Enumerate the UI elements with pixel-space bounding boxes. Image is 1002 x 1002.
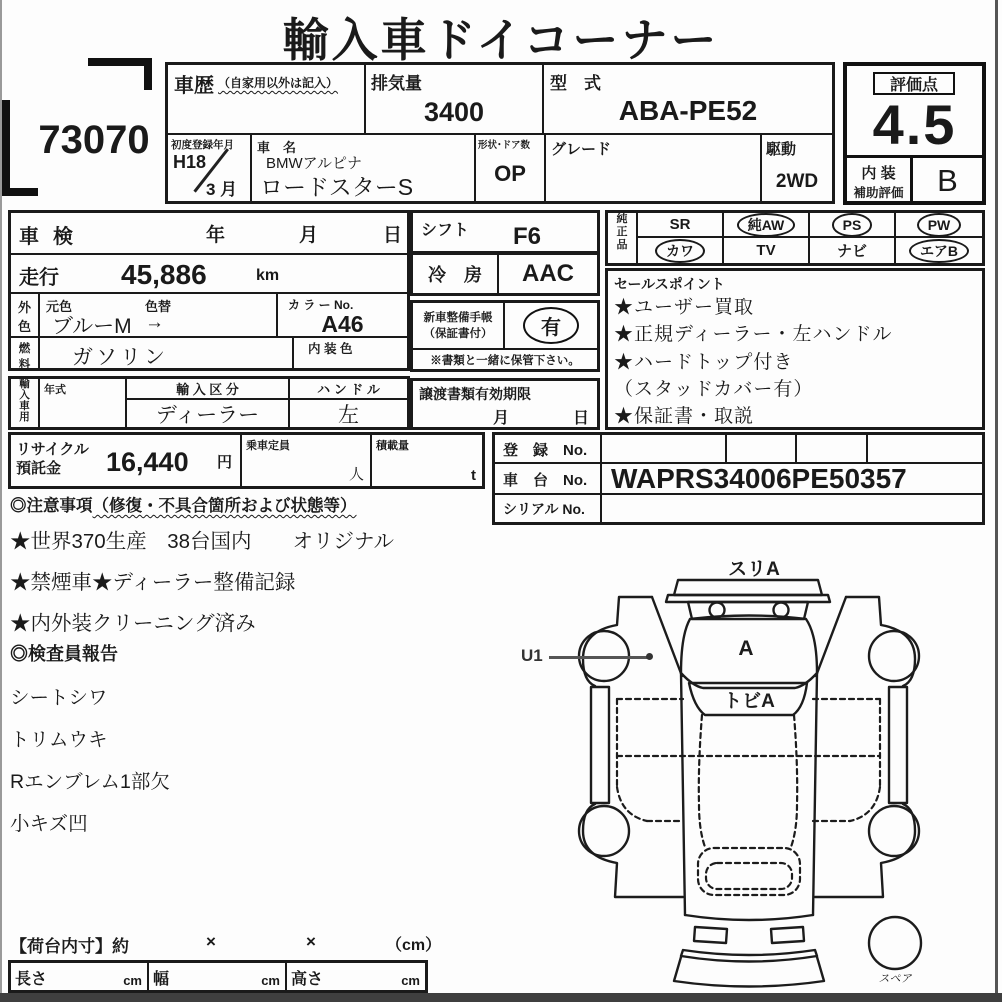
soft-top-dashed-lines	[617, 699, 880, 895]
grade-label: グレード	[551, 141, 612, 158]
cargo-height-label: 高さ	[291, 971, 324, 988]
oem-grid	[605, 210, 985, 266]
import-table	[8, 376, 410, 430]
color-no-cell	[278, 294, 407, 336]
cargo-x1: ×	[206, 932, 216, 951]
recycle-row	[8, 432, 485, 489]
model-year-label: 年式	[44, 384, 66, 396]
recycle-label-cell	[11, 435, 240, 486]
corner-mark-top-drop	[144, 58, 152, 90]
oem-cell-tv	[724, 238, 810, 263]
car-name-cell	[252, 135, 476, 201]
service-book-value-cell	[505, 303, 597, 348]
oem-cell-kawa	[638, 238, 724, 263]
notes-line: ★禁煙車★ディーラー整備記録	[10, 571, 296, 594]
car-left-side-panel	[579, 597, 683, 897]
fuel-label2: 料	[18, 359, 31, 371]
history-cell	[168, 65, 366, 135]
registration-divider	[866, 435, 868, 462]
registration-row	[495, 435, 982, 464]
history-note: （自家用以外は記入）	[218, 76, 339, 90]
change-color-label: 色替	[145, 299, 172, 314]
interior-grade-value: B	[937, 163, 958, 198]
body-side-right-line	[813, 673, 817, 915]
color-no-value: A46	[321, 311, 364, 337]
registration-divider	[725, 435, 727, 462]
service-book-label2: （保証書付）	[423, 328, 493, 340]
interior-label-line1: 内 装	[861, 165, 896, 182]
cargo-unit: （cm）	[386, 937, 442, 954]
corner-mark-top	[88, 58, 152, 66]
body-doors-label: 形状･ドア数	[478, 140, 530, 151]
sales-points-box	[605, 268, 985, 430]
notes-heading: ◎注意事項	[10, 497, 93, 515]
oem-label-3: 品	[616, 239, 628, 252]
fuel-label-cell	[11, 338, 40, 370]
page-title: 輸入車ドイコーナー	[282, 14, 720, 66]
model-code-cell	[544, 65, 832, 135]
shaken-day: 日	[383, 225, 403, 246]
oem-cell-sr	[638, 213, 724, 238]
notes-line: ★世界370生産 38台国内 オリジナル	[10, 530, 394, 553]
sales-point-line: ★保証書・取説	[614, 406, 755, 428]
oem-tv: TV	[756, 242, 776, 259]
registration-divider	[795, 435, 797, 462]
fuel-value: ガソリン	[72, 346, 168, 369]
body-doors-value: OP	[494, 161, 526, 186]
first-registration-cell	[168, 135, 252, 201]
handle-header	[290, 379, 407, 400]
first-registration-year: H18	[173, 152, 207, 172]
import-label-3: 車	[19, 400, 30, 413]
oem-cell-airb	[896, 238, 982, 263]
oem-label-1: 純	[616, 213, 628, 225]
chassis-label-cell	[495, 464, 602, 493]
cargo-height-cell	[287, 963, 425, 990]
recycle-label2: 預託金	[16, 460, 62, 477]
car-right-side-panel	[815, 597, 919, 897]
service-book-label-cell	[413, 303, 505, 348]
recycle-value: 16,440	[106, 447, 189, 477]
ac-box	[410, 252, 600, 296]
capacity-cell	[240, 435, 370, 486]
damage-marker-u1-dot	[646, 653, 653, 660]
cargo-width-cell	[149, 963, 287, 990]
left-main-table	[8, 210, 410, 371]
body-side-left-line	[681, 673, 685, 915]
tail-light-left	[694, 927, 727, 943]
corner-mark-left-foot	[2, 188, 38, 196]
handle-value	[290, 400, 407, 427]
rating-box	[843, 62, 986, 205]
front-bumper	[674, 580, 822, 595]
interior-rating-label-cell	[847, 158, 913, 204]
cargo-x2: ×	[306, 932, 316, 951]
oem-ps: PS	[832, 213, 873, 237]
import-label-4: 用	[19, 411, 30, 424]
spare-tire	[869, 917, 921, 969]
diagram-label-spare: スペア	[878, 973, 912, 985]
load-cell	[370, 435, 482, 486]
shaken-year: 年	[206, 225, 226, 246]
sales-point-line: （スタッドカバー有）	[614, 379, 814, 401]
shift-value: F6	[513, 223, 542, 250]
import-label-cell	[11, 379, 40, 427]
model-year-cell	[40, 379, 127, 427]
capacity-unit: 人	[348, 466, 364, 483]
oem-navi: ナビ	[836, 243, 867, 260]
sales-points-label: セールスポイント	[614, 276, 725, 292]
cargo-heading: 【荷台内寸】約	[10, 937, 129, 956]
notes-line: ★内外装クリーニング済み	[10, 612, 256, 635]
ac-value-cell	[499, 255, 597, 293]
vehicle-info-table	[165, 62, 835, 204]
service-book-label1: 新車整備手帳	[423, 312, 493, 324]
service-book-note-text: ※書類と一緒に保管下さい。	[430, 354, 580, 367]
transfer-docs-month: 月	[493, 410, 510, 427]
first-registration-label: 初度登録年月	[171, 139, 234, 151]
cargo-table	[8, 960, 428, 993]
ac-value: AAC	[522, 260, 574, 287]
notes-heading-sub: （修復・不具合箇所および状態等）	[92, 497, 357, 515]
cargo-width-label: 幅	[153, 971, 170, 988]
lot-number: 73070	[38, 118, 150, 162]
oem-airb: エアB	[909, 239, 969, 263]
mileage-unit: km	[256, 267, 280, 284]
oem-cell-pw	[896, 213, 982, 238]
interior-color-cell	[294, 338, 407, 370]
oem-label-cell	[608, 213, 638, 263]
drive-cell	[762, 135, 832, 201]
interior-label-line2: 補助評価	[853, 186, 904, 200]
diagram-label-hood: A	[738, 637, 754, 660]
car-name-label: 車 名	[257, 140, 297, 155]
registration-label-cell	[495, 435, 602, 462]
import-category-header	[127, 379, 288, 400]
grade-cell	[546, 135, 762, 201]
tail-light-right	[771, 927, 804, 943]
exterior-value-cell	[40, 294, 278, 336]
oem-sr: SR	[669, 216, 691, 233]
interior-grade-cell	[913, 158, 982, 204]
mileage-row	[11, 253, 407, 292]
first-registration-month: 3 月	[206, 180, 238, 199]
base-color-label: 元色	[46, 299, 73, 314]
displacement-label: 排気量	[371, 74, 422, 93]
color-change-arrow: →	[145, 312, 164, 333]
exterior-color-row	[11, 292, 407, 336]
sales-point-line: ★ユーザー買取	[614, 297, 755, 318]
fuel-row	[11, 336, 407, 371]
transfer-docs-day: 日	[573, 410, 590, 427]
serial-label: シリアル No.	[503, 501, 585, 517]
handle-label: ハ ン ド ル	[317, 382, 380, 397]
cargo-length-label: 長さ	[15, 971, 48, 988]
registration-block	[492, 432, 985, 525]
capacity-label: 乗車定員	[246, 440, 290, 452]
scan-edge-bottom	[0, 993, 1002, 1002]
transfer-docs-box	[410, 378, 600, 430]
diagram-label-windshield: トビA	[723, 691, 775, 712]
exterior-color-value: ブルーM	[52, 315, 132, 338]
oem-cell-ps	[810, 213, 896, 238]
oem-pw: PW	[917, 213, 962, 237]
inspector-report	[10, 640, 470, 836]
import-category-cell	[127, 379, 290, 427]
inspector-line: トリムウキ	[10, 729, 108, 751]
rating-score: 4.5	[872, 93, 957, 156]
chassis-number: WAPRS34006PE50357	[611, 463, 907, 494]
load-unit: t	[471, 467, 476, 484]
displacement-value: 3400	[423, 97, 485, 127]
registration-label: 登 録 No.	[503, 442, 588, 459]
displacement-cell	[366, 65, 544, 135]
cargo-section	[8, 932, 442, 992]
import-category-value	[127, 400, 288, 427]
damage-marker-u1-line	[549, 656, 651, 659]
ac-label-cell	[413, 255, 499, 293]
sales-point-line: ★正規ディーラー・左ハンドル	[614, 324, 893, 346]
service-book-value: 有	[523, 307, 579, 344]
fuel-label1: 燃	[18, 343, 31, 355]
transfer-docs-label: 譲渡書類有効期限	[419, 386, 531, 402]
history-label: 車歴	[174, 75, 214, 97]
interior-color-label: 内 装 色	[308, 342, 353, 356]
inspector-heading: ◎検査員報告	[10, 644, 118, 664]
cargo-length-cm: cm	[123, 973, 142, 988]
import-category-text: ディーラー	[155, 403, 260, 427]
rating-label: 評価点	[889, 77, 938, 94]
load-label: 積載量	[376, 440, 409, 452]
service-book-box	[410, 300, 600, 372]
handle-cell	[290, 379, 407, 427]
oem-cell-navi	[810, 238, 896, 263]
car-name-line2: ロードスターS	[260, 174, 414, 200]
inspector-line: 小キズ凹	[10, 813, 88, 835]
rear-bumper-top	[681, 950, 817, 962]
notes-section	[10, 492, 490, 636]
cargo-length-cell	[11, 963, 149, 990]
chassis-label: 車 台 No.	[503, 472, 588, 489]
cargo-height-cm: cm	[401, 973, 420, 988]
exterior-label1: 外	[17, 300, 31, 315]
service-book-note	[413, 348, 597, 369]
body-doors-cell	[476, 135, 546, 201]
fuel-value-cell	[40, 338, 294, 370]
oem-kawa: カワ	[655, 239, 705, 263]
handle-text: 左	[338, 403, 359, 427]
drive-value: 2WD	[775, 171, 819, 192]
cargo-width-cm: cm	[261, 973, 280, 988]
diagram-label-front-bumper: スリA	[728, 559, 780, 580]
inspector-line: Rエンブレム1部欠	[10, 771, 170, 793]
oem-aw: 純AW	[737, 213, 796, 237]
import-label-1: 輸	[19, 378, 30, 390]
interior-rating-row	[847, 155, 982, 201]
shaken-row	[11, 213, 407, 253]
import-category-label: 輸 入 区 分	[176, 382, 239, 397]
sales-point-line: ★ハードトップ付き	[614, 351, 794, 373]
corner-mark-left	[2, 100, 10, 196]
shift-box	[410, 210, 600, 254]
shaken-month: 月	[299, 225, 319, 246]
import-label-2: 入	[19, 389, 30, 402]
color-no-label: カ ラ ー No.	[288, 298, 354, 312]
inspector-line: シートシワ	[10, 687, 108, 709]
recycle-label1: リサイクル	[16, 441, 89, 458]
shaken-label: 車検	[19, 226, 87, 248]
car-name-line1: BMWアルピナ	[266, 155, 363, 172]
model-code-label: 型 式	[550, 74, 601, 93]
serial-row	[495, 495, 982, 522]
exterior-label2: 色	[17, 319, 31, 334]
scan-edge-right	[995, 0, 998, 1002]
serial-label-cell	[495, 495, 602, 522]
oem-cell-aw	[724, 213, 810, 238]
rear-deck-crease	[685, 915, 813, 920]
oem-label-2: 正	[616, 226, 628, 239]
model-code-value: ABA-PE52	[618, 95, 758, 126]
chassis-row	[495, 464, 982, 495]
car-diagram	[555, 555, 965, 993]
recycle-unit: 円	[217, 454, 233, 471]
shift-label: シフト	[421, 222, 470, 239]
ac-label: 冷 房	[428, 265, 482, 285]
mileage-label: 走行	[19, 267, 59, 289]
damage-marker-u1: U1	[521, 646, 543, 665]
drive-label: 駆動	[766, 141, 797, 158]
mileage-value: 45,886	[121, 259, 207, 290]
exterior-label-cell	[11, 294, 40, 336]
